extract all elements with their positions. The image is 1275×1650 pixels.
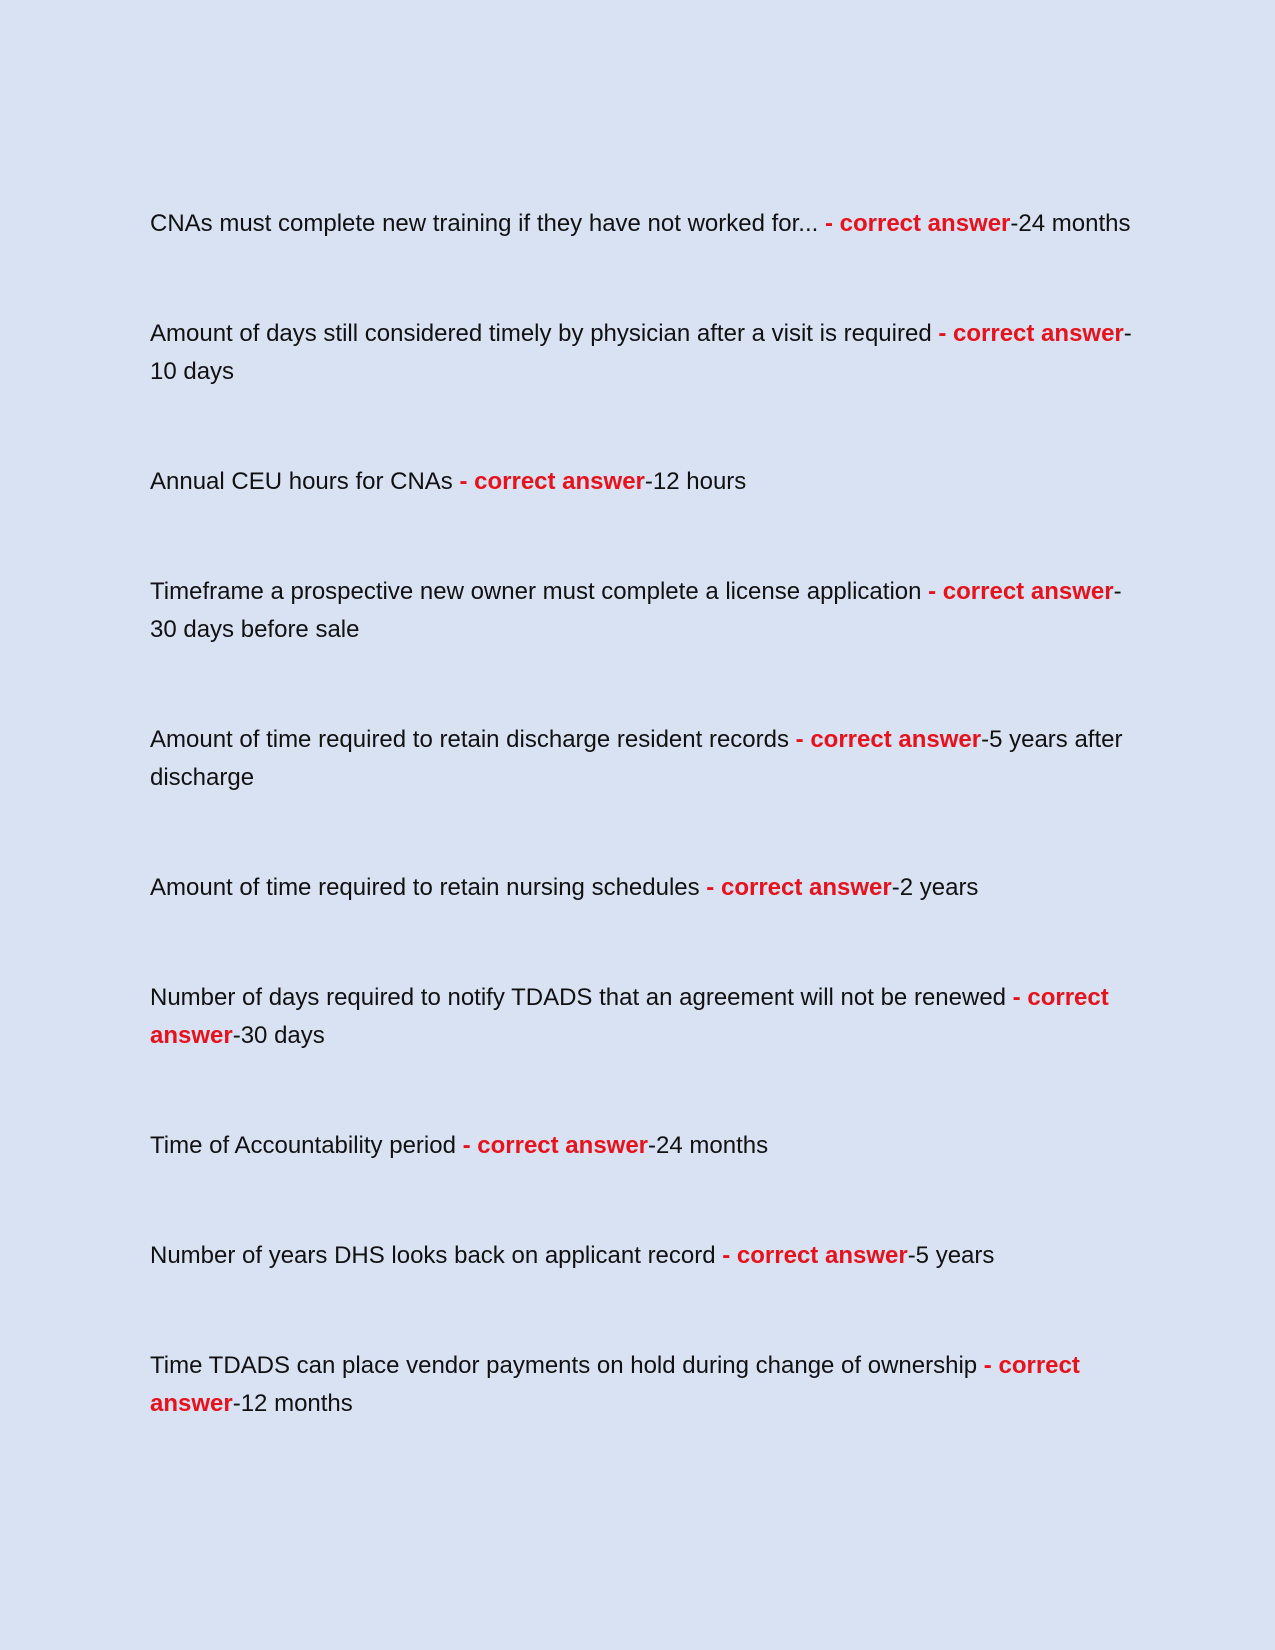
qa-item-3	[150, 463, 1140, 501]
question-text: Number of days required to notify TDADS that an agreement will not be renewed	[150, 984, 1007, 1011]
qa-item-1	[150, 205, 1140, 243]
answer-text: -24 months	[1010, 210, 1131, 237]
question-text: Annual CEU hours for CNAs	[150, 468, 453, 495]
correct-answer-label: - correct answer	[789, 726, 982, 753]
question-text: Timeframe a prospective new owner must complete a license application	[150, 578, 922, 605]
correct-answer-label: - correct answer	[150, 984, 1109, 1049]
question-text: Time TDADS can place vendor payments on hold during change of ownership	[150, 1352, 978, 1379]
answer-text: -2 years	[891, 874, 979, 901]
correct-answer-label: - correct answer	[452, 468, 645, 495]
qa-item-5	[150, 721, 1140, 797]
question-text: Number of years DHS looks back on applicant record	[150, 1242, 716, 1269]
correct-answer-label: - correct answer	[455, 1132, 649, 1159]
answer-text: -30 days	[232, 1022, 325, 1049]
qa-item-8	[150, 1127, 1140, 1165]
qa-item-4	[150, 573, 1140, 649]
answer-text: -10 days	[150, 320, 1132, 385]
qa-item-7	[150, 979, 1140, 1055]
qa-item-2	[150, 315, 1140, 391]
answer-text: -5 years after discharge	[150, 726, 1123, 791]
answer-text: -12 months	[232, 1390, 353, 1417]
question-text: Time of Accountability period	[150, 1132, 456, 1159]
qa-item-10	[150, 1347, 1140, 1423]
question-text: Amount of time required to retain nursing schedules	[150, 874, 700, 901]
question-text: Amount of time required to retain discharge resident records	[150, 726, 789, 753]
correct-answer-label: - correct answer	[715, 1242, 908, 1269]
correct-answer-label: - correct answer	[699, 874, 892, 901]
correct-answer-label: - correct answer	[818, 210, 1011, 237]
correct-answer-label: - correct answer	[150, 1352, 1080, 1417]
answer-text: -30 days before sale	[150, 578, 1122, 643]
qa-item-9	[150, 1237, 1140, 1275]
question-text: CNAs must complete new training if they have not worked for...	[150, 210, 819, 237]
correct-answer-label: - correct answer	[931, 320, 1124, 347]
answer-text: -24 months	[648, 1132, 769, 1159]
qa-item-6	[150, 869, 1140, 907]
correct-answer-label: - correct answer	[921, 578, 1114, 605]
answer-text: -12 hours	[644, 468, 747, 495]
document-page	[150, 205, 1140, 1495]
question-text: Amount of days still considered timely by physician after a visit is required	[150, 320, 932, 347]
answer-text: -5 years	[907, 1242, 995, 1269]
